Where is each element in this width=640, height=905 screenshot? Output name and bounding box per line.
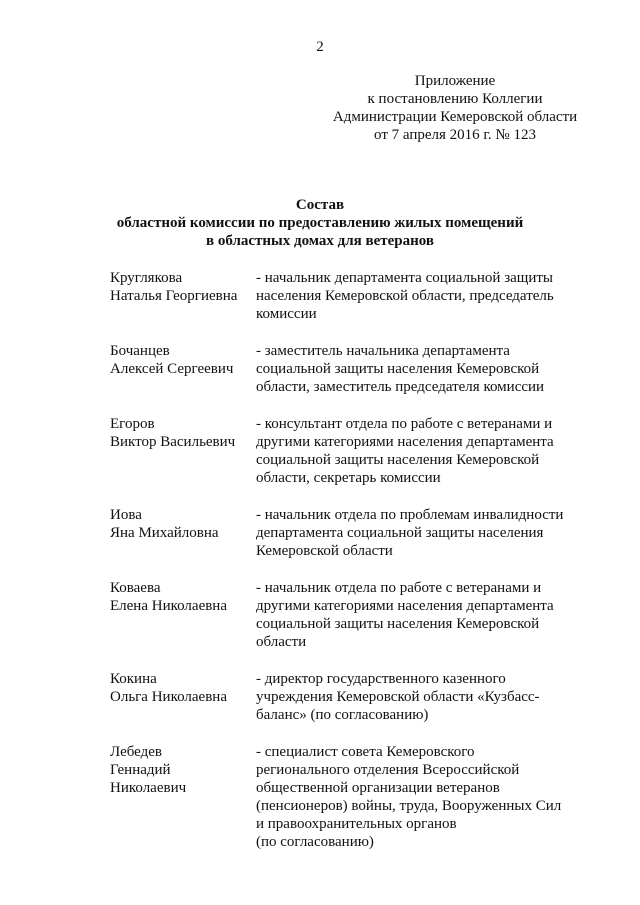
member-name — [110, 670, 256, 724]
member-surname: Коваева — [110, 580, 161, 596]
member-role: - директор государственного казенного учреждения Кемеровской области «Кузбасс- баланс» (по согласованию) — [256, 671, 540, 723]
member-entry — [110, 579, 590, 651]
member-entry — [110, 342, 590, 396]
page-number: 2 — [316, 39, 324, 55]
member-given-name: Геннадий — [110, 762, 171, 778]
member-role: - начальник отдела по работе с ветеранами и другими категориями населения департамента социальной защиты населения Кемеровской области — [256, 580, 554, 650]
member-role: - специалист совета Кемеровского регионального отделения Всероссийской общественной организации ветеранов (пенсионеров) войны, труда, Вооруженных Сил и правоохранительных органов (по согласованию) — [256, 744, 562, 850]
appendix-line: к постановлению Коллегии — [367, 91, 543, 107]
member-given-name: Ольга Николаевна — [110, 689, 227, 705]
member-surname: Иова — [110, 507, 142, 523]
member-surname: Бочанцев — [110, 343, 170, 359]
member-surname: Егоров — [110, 416, 155, 432]
member-surname: Лебедев — [110, 744, 162, 760]
document-title — [0, 196, 640, 250]
member-entry — [110, 670, 590, 724]
appendix-header — [320, 72, 590, 144]
appendix-line: Приложение — [414, 73, 496, 89]
member-entry — [110, 415, 590, 487]
member-given-name: Виктор Васильевич — [110, 434, 236, 450]
appendix-line: от 7 апреля 2016 г. № 123 — [374, 127, 536, 143]
member-role: - заместитель начальника департамента социальной защиты населения Кемеровской области, заместитель председателя комиссии — [256, 343, 545, 395]
members-list — [110, 269, 590, 870]
title-line: областной комиссии по предоставлению жилых помещений — [116, 215, 524, 231]
member-surname: Кокина — [110, 671, 157, 687]
member-name — [110, 579, 256, 651]
member-surname: Круглякова — [110, 270, 183, 286]
member-entry — [110, 269, 590, 323]
title-line: Состав — [295, 197, 345, 213]
member-role: - начальник департамента социальной защиты населения Кемеровской области, председатель комиссии — [256, 270, 554, 322]
member-name — [110, 415, 256, 487]
member-name — [110, 743, 256, 851]
member-entry — [110, 506, 590, 560]
member-given-name: Елена Николаевна — [110, 598, 227, 614]
member-given-name: Алексей Сергеевич — [110, 361, 234, 377]
member-role: - начальник отдела по проблемам инвалидности департамента социальной защиты населения Кемеровской области — [256, 507, 564, 559]
member-role: - консультант отдела по работе с ветеранами и другими категориями населения департамента социальной защиты населения Кемеровской области, секретарь комиссии — [256, 416, 554, 486]
member-name — [110, 269, 256, 323]
member-name — [110, 342, 256, 396]
appendix-line: Администрации Кемеровской области — [332, 109, 578, 125]
title-line: в областных домах для ветеранов — [205, 233, 435, 249]
member-given-name: Наталья Георгиевна — [110, 288, 238, 304]
member-name — [110, 506, 256, 560]
member-given-name: Яна Михайловна — [110, 525, 219, 541]
member-patronymic: Николаевич — [110, 780, 187, 796]
member-entry — [110, 743, 590, 851]
